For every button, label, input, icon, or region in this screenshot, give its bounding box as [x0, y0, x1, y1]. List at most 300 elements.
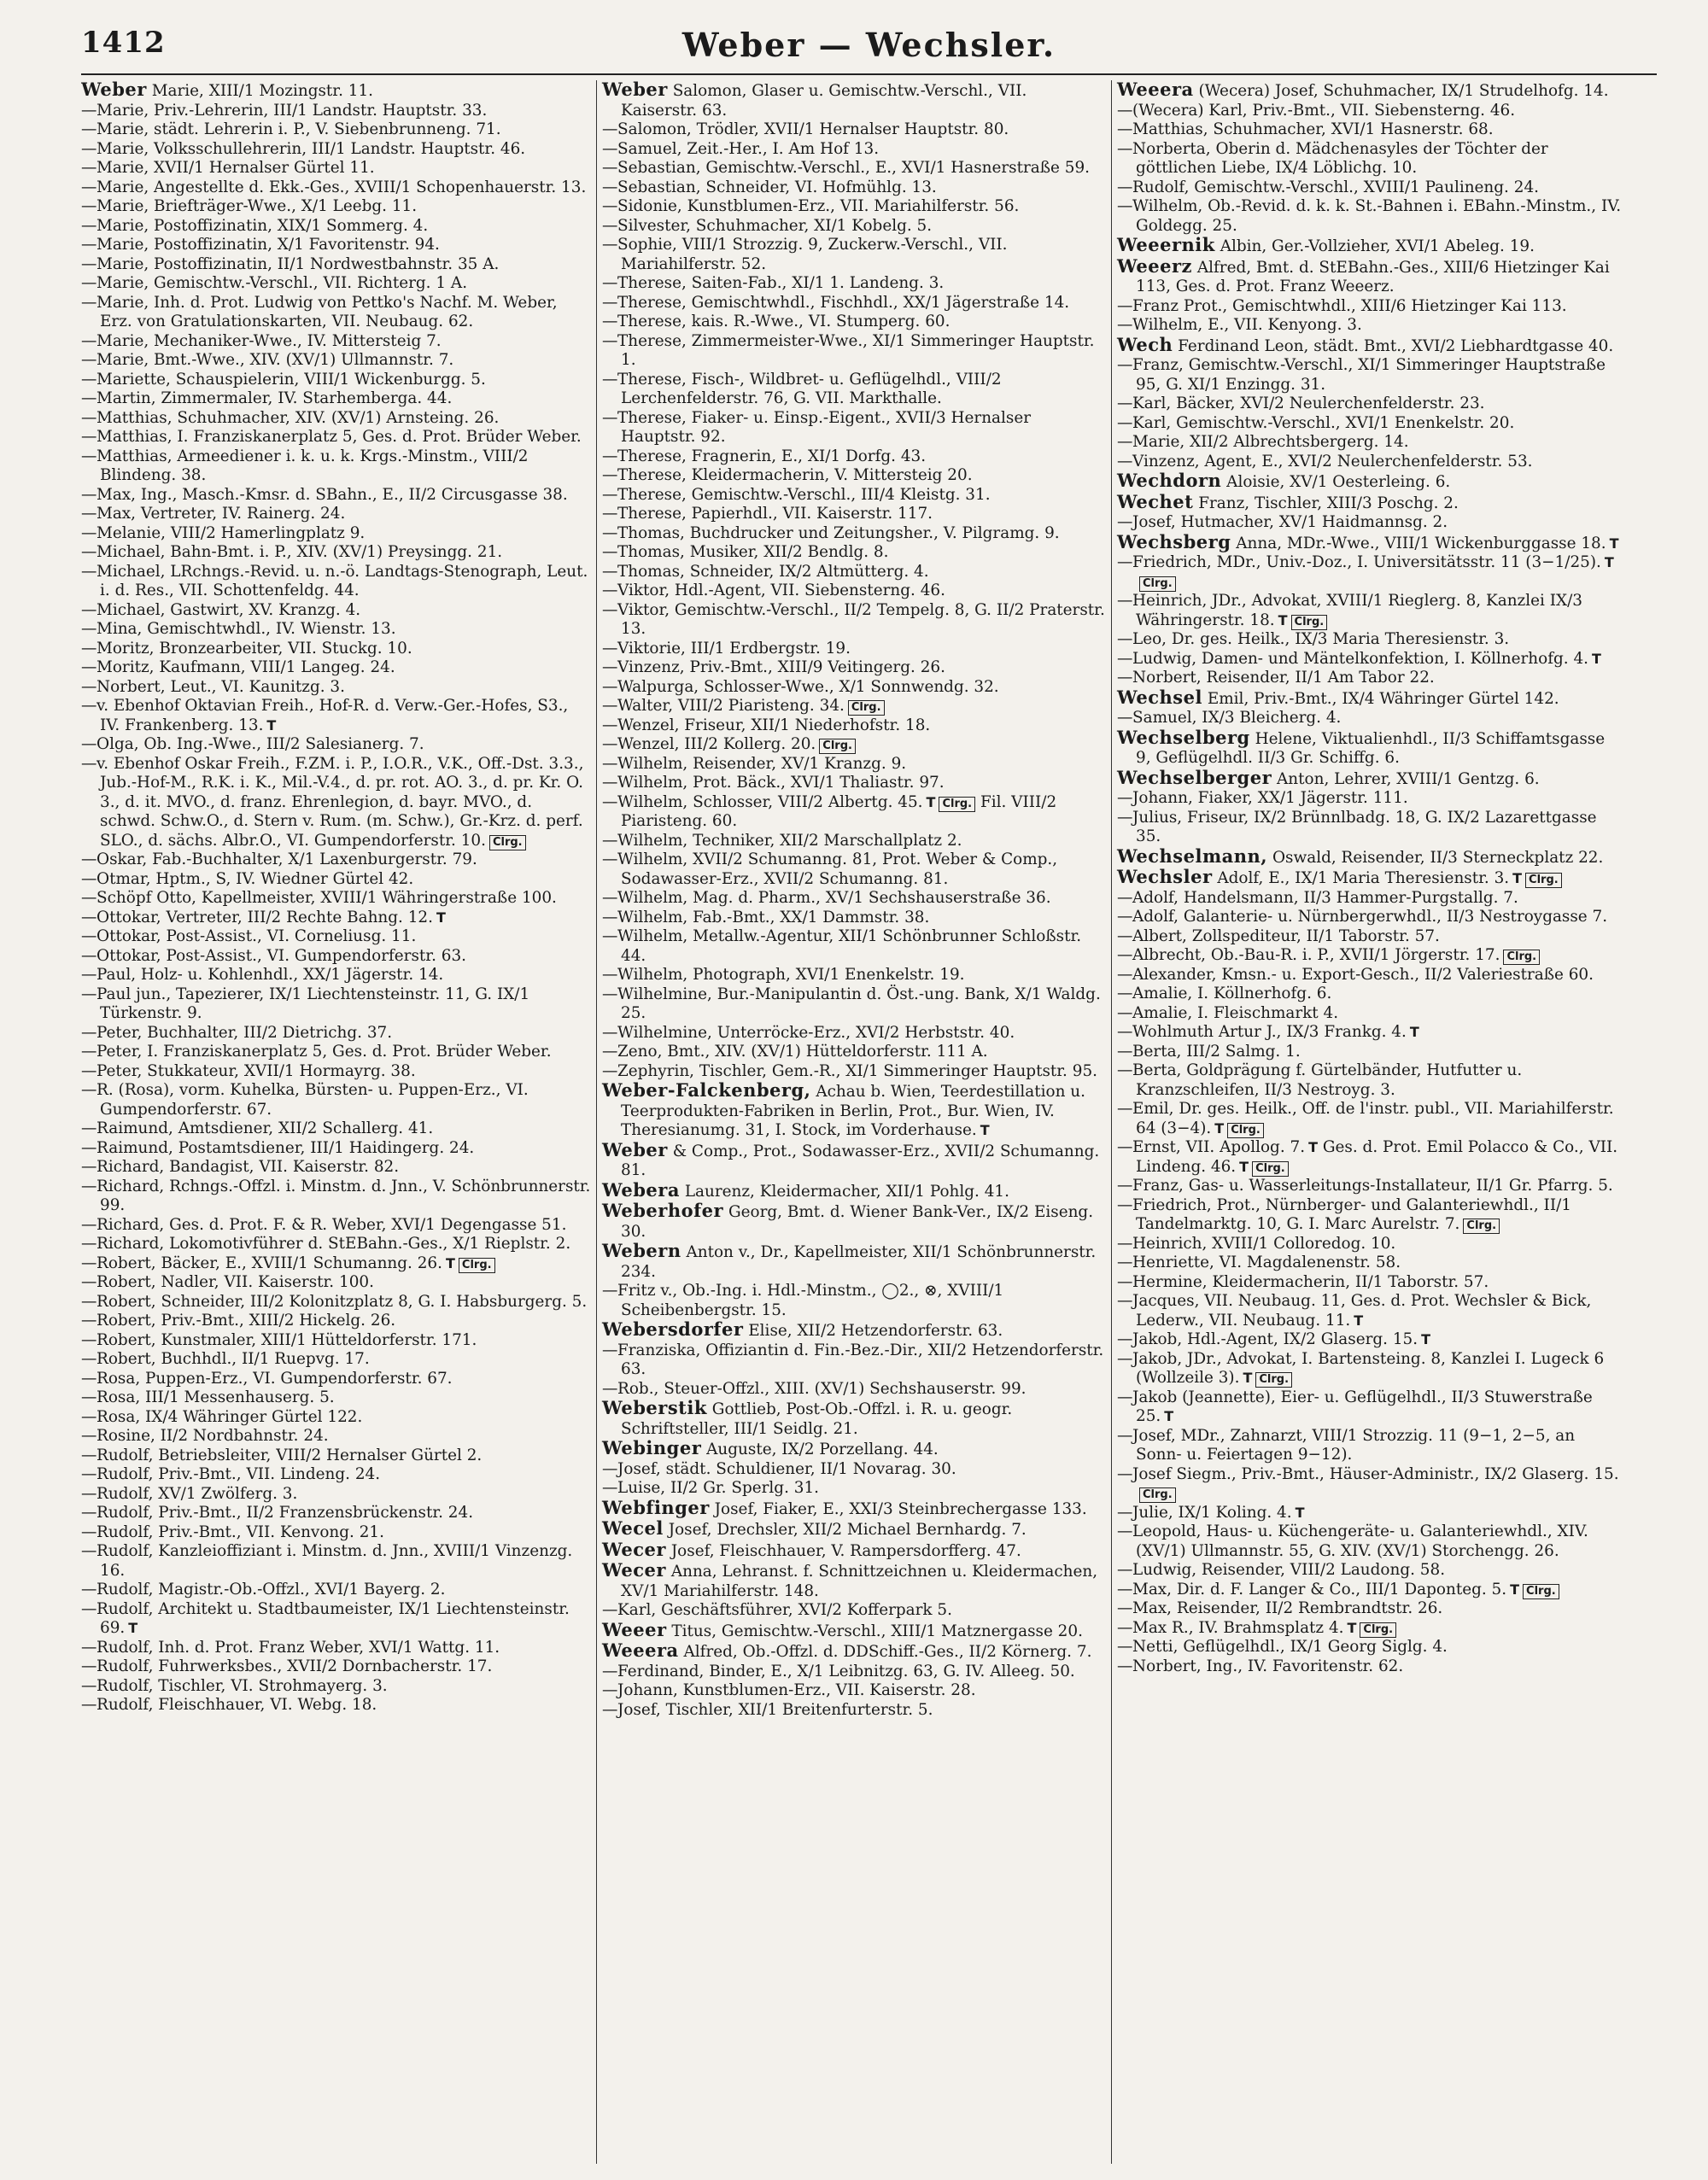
directory-entry	[602, 985, 1108, 1024]
directory-entry	[602, 1663, 1108, 1682]
directory-entry	[81, 371, 592, 390]
directory-entry	[1117, 395, 1623, 414]
directory-entry	[81, 889, 592, 909]
entry-text: Titus, Gemischtw.-Verschl., XIII/1 Matznergasse 20.	[671, 1622, 1083, 1640]
directory-entry	[602, 294, 1108, 313]
directory-entry	[602, 1519, 1108, 1540]
entry-text: Wilhelmine, Bur.-Manipulantin d. Öst.-ung. Bank, X/1 Waldg. 25.	[617, 985, 1101, 1022]
entry-dash: —	[602, 505, 618, 523]
entry-dash: —	[1117, 709, 1133, 727]
entry-text: Max, Reisender, II/2 Rembrandtstr. 26.	[1132, 1599, 1443, 1617]
entry-text: Melanie, VIII/2 Hamerlingplatz 9.	[97, 523, 366, 542]
directory-entry	[602, 505, 1108, 524]
directory-entry	[602, 1460, 1108, 1480]
entry-text: Samuel, Zeit.-Her., I. Am Hof 13.	[617, 139, 880, 158]
entry-text: Leopold, Haus- u. Küchengeräte- u. Galanteriewhdl., XIV. (XV/1) Ullmannstr. 55, G. XIV. (XV/1) Storchengg. 26.	[1132, 1522, 1588, 1560]
entry-text: (Wecera) Josef, Schuhmacher, IX/1 Strudelhofg. 14.	[1198, 82, 1609, 100]
directory-entry	[1117, 120, 1623, 140]
directory-entry	[81, 159, 592, 178]
entry-text: Vinzenz, Agent, E., XVI/2 Neulerchenfelderstr. 53.	[1132, 452, 1533, 470]
telegram-badge: Clrg.	[1291, 615, 1328, 630]
entry-text: Wenzel, III/2 Kollerg. 20.	[617, 735, 816, 753]
directory-entry	[1117, 1138, 1623, 1177]
directory-entry	[1117, 140, 1623, 178]
entry-text: Ludwig, Damen- und Mäntelkonfektion, I. Köllnerhofg. 4.	[1132, 649, 1589, 668]
entry-dash: —	[1117, 985, 1133, 1002]
entry-text: Marie, Briefträger-Wwe., X/1 Leebg. 11.	[97, 197, 418, 215]
entry-text: Moritz, Bronzearbeiter, VII. Stuckg. 10.	[97, 639, 412, 658]
telephone-mark: T	[1295, 1504, 1305, 1521]
entry-text: Therese, kais. R.-Wwe., VI. Stumperg. 60.	[617, 313, 951, 330]
entry-text: Richard, Ges. d. Prot. F. & R. Weber, XVI/1 Degengasse 51.	[97, 1215, 567, 1234]
directory-entry	[81, 255, 592, 275]
directory-entry	[602, 582, 1108, 601]
directory-columns	[81, 80, 1661, 2164]
entry-text: Paul jun., Tapezierer, IX/1 Liechtensteinstr. 11, G. IX/1 Türkenstr. 9.	[97, 985, 530, 1022]
directory-entry	[602, 80, 1108, 120]
entry-text: Jakob, Hdl.-Agent, IX/2 Glaserg. 15.	[1132, 1330, 1418, 1348]
directory-entry	[81, 1523, 592, 1543]
entry-dash: —	[1117, 356, 1133, 374]
telephone-mark: T	[1512, 870, 1523, 886]
entry-dash: —	[1117, 395, 1133, 412]
entry-dash: —	[602, 408, 618, 427]
entry-text: Max, Vertreter, IV. Rainerg. 24.	[97, 505, 346, 523]
telephone-mark: T	[1354, 1312, 1364, 1329]
directory-entry	[602, 640, 1108, 659]
telephone-mark: T	[128, 1620, 138, 1636]
entry-text: Matthias, I. Franziskanerplatz 5, Ges. d. Prot. Brüder Weber.	[97, 428, 582, 446]
entry-text: Wilhelm, XVII/2 Schumanng. 81, Prot. Weber & Comp., Sodawasser-Erz., XVII/2 Schumanng. 81.	[617, 850, 1058, 888]
directory-entry	[602, 563, 1108, 582]
entry-dash: —	[81, 1484, 97, 1503]
directory-entry	[1117, 102, 1623, 121]
entry-surname: Weberstik	[602, 1397, 707, 1418]
entry-dash: —	[602, 927, 618, 945]
entry-text: Rob., Steuer-Offzl., XIII. (XV/1) Sechshauserstr. 99.	[617, 1379, 1027, 1398]
directory-entry	[1117, 254, 1623, 297]
directory-entry	[1117, 1043, 1623, 1062]
entry-dash: —	[1117, 908, 1133, 926]
directory-entry	[602, 120, 1108, 140]
entry-text: Ottokar, Post-Assist., VI. Gumpendorferstr. 63.	[97, 946, 467, 965]
directory-entry	[1117, 985, 1623, 1004]
directory-entry	[1117, 1581, 1623, 1600]
entry-dash: —	[602, 466, 618, 484]
entry-text: Marie, XVII/1 Hernalser Gürtel 11.	[97, 159, 375, 177]
entry-dash: —	[81, 1407, 97, 1426]
entry-text: Fritz v., Ob.-Ing. i. Hdl.-Minstm., ◯2., ⊗, XVIII/1 Scheibenbergstr. 15.	[617, 1282, 1004, 1319]
directory-entry	[81, 1542, 592, 1581]
entry-text: Friedrich, Prot., Nürnberger- und Galanteriewhdl., II/1 Tandelmarktg. 10, G. I. Marc Aurelstr. 7.	[1132, 1195, 1571, 1233]
directory-entry	[81, 1581, 592, 1600]
entry-dash: —	[81, 543, 97, 561]
entry-dash: —	[81, 1446, 97, 1464]
entry-dash: —	[81, 677, 97, 696]
entry-dash: —	[1117, 1234, 1133, 1253]
telegram-badge: Clrg.	[1139, 576, 1176, 592]
entry-text: Rudolf, Kanzleioffiziant i. Minstm. d. Jnn., XVIII/1 Vinzenzg. 16.	[97, 1542, 573, 1580]
entry-text: Alexander, Kmsn.- u. Export-Gesch., II/2 Valeriestraße 60.	[1132, 965, 1594, 984]
entry-text: Ernst, VII. Apollog. 7.	[1132, 1138, 1306, 1156]
entry-dash: —	[81, 1676, 97, 1695]
entry-text: Josef, MDr., Zahnarzt, VIII/1 Strozzig. 11 (9−1, 2−5, an Sonn- u. Feiertagen 9−12).	[1132, 1426, 1576, 1464]
entry-text: Alfred, Bmt. d. StEBahn.-Ges., XIII/6 Hietzinger Kai 113, Ges. d. Prot. Franz Weeerz.	[1136, 258, 1610, 295]
directory-entry	[81, 1119, 592, 1139]
entry-dash: —	[81, 735, 97, 753]
entry-dash: —	[81, 293, 97, 312]
entry-surname: Wechsel	[1117, 686, 1202, 708]
directory-entry	[602, 409, 1108, 447]
directory-entry	[81, 1388, 592, 1408]
telegram-badge: Clrg.	[819, 739, 856, 754]
directory-entry	[602, 1601, 1108, 1621]
entry-dash: —	[81, 850, 97, 868]
entry-surname: Wechselberg	[1117, 726, 1250, 748]
entry-text: Josef, Hutmacher, XV/1 Haidmannsg. 2.	[1132, 513, 1448, 531]
entry-dash: —	[81, 1043, 97, 1061]
entry-text: Marie, Postoffizinatin, XIX/1 Sommerg. 4.	[97, 216, 429, 235]
entry-dash: —	[602, 293, 618, 312]
directory-entry	[602, 1201, 1108, 1242]
entry-dash: —	[81, 1023, 97, 1042]
directory-entry	[81, 102, 592, 121]
directory-entry	[1117, 669, 1623, 688]
entry-dash: —	[81, 1350, 97, 1368]
entry-surname: Webinger	[602, 1437, 702, 1458]
column-3	[1111, 80, 1623, 2164]
entry-text: Marie, Bmt.-Wwe., XIV. (XV/1) Ullmannstr. 7.	[97, 351, 454, 369]
entry-dash: —	[81, 1312, 97, 1330]
directory-entry	[81, 1639, 592, 1658]
entry-text: Moritz, Kaufmann, VIII/1 Langeg. 24.	[97, 658, 395, 676]
directory-entry	[81, 1312, 592, 1331]
entry-dash: —	[602, 159, 618, 177]
entry-dash: —	[1117, 1003, 1133, 1022]
entry-dash: —	[1117, 1195, 1133, 1214]
entry-text: Therese, Papierhdl., VII. Kaiserstr. 117.	[617, 505, 933, 523]
entry-text: Therese, Zimmermeister-Wwe., XI/1 Simmeringer Hauptstr. 1.	[617, 331, 1095, 369]
directory-entry	[81, 927, 592, 947]
entry-text: Sidonie, Kunstblumen-Erz., VII. Mariahilferstr. 56.	[617, 197, 1020, 215]
entry-dash: —	[81, 351, 97, 369]
entry-text: Marie, Angestellte d. Ekk.-Ges., XVIII/1 Schopenhauerstr. 13.	[97, 178, 587, 196]
entry-text: Matthias, Armeediener i. k. u. k. Krgs.-Minstm., VIII/2 Blindeng. 38.	[97, 447, 529, 484]
entry-text: Rosine, II/2 Nordbahnstr. 24.	[97, 1427, 329, 1445]
directory-entry	[1117, 1196, 1623, 1235]
entry-surname: Weberhofer	[602, 1200, 724, 1221]
telegram-badge: Clrg.	[1523, 1584, 1559, 1599]
entry-dash: —	[1117, 178, 1133, 196]
entry-dash: —	[1117, 1177, 1133, 1195]
entry-dash: —	[602, 1379, 618, 1398]
entry-dash: —	[602, 1681, 618, 1699]
entry-dash: —	[1117, 1388, 1133, 1406]
entry-text: Michael, Gastwirt, XV. Kranzg. 4.	[97, 600, 361, 619]
entry-surname: Wecel	[602, 1517, 664, 1539]
entry-text: Schöpf Otto, Kapellmeister, XVIII/1 Währingerstraße 100.	[97, 889, 557, 907]
directory-entry	[1117, 513, 1623, 533]
directory-entry	[81, 1331, 592, 1351]
telephone-mark: T	[1239, 1158, 1249, 1175]
entry-dash: —	[81, 1657, 97, 1675]
directory-entry	[602, 486, 1108, 506]
directory-entry	[81, 197, 592, 217]
directory-entry	[1117, 809, 1623, 847]
telephone-mark: T	[926, 793, 936, 810]
directory-entry	[602, 1320, 1108, 1341]
entry-text: Franziska, Offiziantin d. Fin.-Bez.-Dir., XII/2 Hetzendorferstr. 63.	[617, 1341, 1104, 1378]
entry-dash: —	[81, 1427, 97, 1445]
entry-dash: —	[602, 485, 618, 504]
entry-dash: —	[81, 754, 97, 773]
entry-dash: —	[81, 908, 97, 926]
entry-text: Franz, Tischler, XIII/3 Poschg. 2.	[1198, 494, 1459, 512]
entry-text: Norbert, Leut., VI. Kaunitzg. 3.	[97, 677, 345, 696]
entry-text: Therese, Fiaker- u. Einsp.-Eigent., XVII/3 Hernalser Hauptstr. 92.	[617, 408, 1032, 446]
entry-text: Rudolf, Priv.-Bmt., VII. Lindeng. 24.	[97, 1465, 381, 1483]
entry-text: Albrecht, Ob.-Bau-R. i. P., XVII/1 Jörgerstr. 17.	[1132, 946, 1500, 964]
entry-dash: —	[1117, 1061, 1133, 1079]
directory-entry	[602, 217, 1108, 237]
entry-text: Marie, Volksschullehrerin, III/1 Landstr. Hauptstr. 46.	[97, 139, 526, 158]
entry-text: (Wecera) Karl, Priv.-Bmt., VII. Siebensterng. 46.	[1132, 101, 1516, 120]
directory-entry	[602, 1496, 1108, 1520]
telephone-mark: T	[1510, 1581, 1520, 1598]
entry-dash: —	[602, 197, 618, 215]
entry-text: Michael, LRchngs.-Revid. u. n.-ö. Landtags-Stenograph, Leut. i. d. Res., VII. Schottenfeldg. 44.	[97, 562, 588, 599]
entry-dash: —	[602, 677, 618, 696]
entry-text: Albert, Zollspediteur, II/1 Taborstr. 57.	[1132, 926, 1440, 945]
entry-text: Robert, Schneider, III/2 Kolonitzplatz 8, G. I. Habsburgerg. 5.	[97, 1292, 588, 1311]
directory-entry	[602, 1024, 1108, 1043]
entry-text: Marie, Inh. d. Prot. Ludwig von Pettko's Nachf. M. Weber, Erz. von Gratulationskarten, VII. Neubaug. 62.	[97, 293, 558, 330]
directory-entry	[1117, 1292, 1623, 1330]
entry-text: Emil, Dr. ges. Heilk., Off. de l'instr. publ., VII. Mariahilferstr. 64 (3−4).	[1132, 1100, 1614, 1137]
entry-text: Therese, Saiten-Fab., XI/1 1. Landeng. 3.	[617, 274, 945, 292]
entry-dash: —	[81, 120, 97, 138]
entry-dash: —	[81, 1696, 97, 1714]
directory-entry	[81, 1158, 592, 1178]
entry-text: Jakob (Jeannette), Eier- u. Geflügelhdl., II/3 Stuwerstraße 25.	[1132, 1388, 1593, 1425]
entry-text: Rudolf, Fuhrwerksbes., XVII/2 Dornbacherstr. 17.	[97, 1657, 493, 1675]
entry-text: Wilhelm, Fab.-Bmt., XX/1 Dammstr. 38.	[617, 908, 930, 926]
entry-text: Jacques, VII. Neubaug. 11, Ges. d. Prot. Wechsler & Bick, Lederw., VII. Neubaug. 11.	[1132, 1292, 1592, 1330]
entry-text: Julie, IX/1 Koling. 4.	[1132, 1503, 1292, 1522]
directory-entry	[1117, 1061, 1623, 1100]
directory-entry	[602, 1479, 1108, 1499]
directory-entry	[1117, 1004, 1623, 1024]
directory-entry	[1117, 1522, 1623, 1561]
directory-entry	[1117, 1619, 1623, 1639]
directory-entry	[602, 1380, 1108, 1400]
entry-dash: —	[1117, 1292, 1133, 1310]
entry-text: Adolf, Galanterie- u. Nürnbergerwhdl., II/3 Nestroygasse 7.	[1132, 908, 1608, 926]
entry-text: Walpurga, Schlosser-Wwe., X/1 Sonnwendg. 32.	[617, 677, 999, 696]
entry-text: Wilhelm, E., VII. Kenyong. 3.	[1132, 316, 1362, 334]
page-number: 1412	[81, 26, 166, 60]
telephone-mark: T	[1347, 1619, 1357, 1636]
entry-dash: —	[602, 735, 618, 753]
entry-text: Wilhelm, Reisender, XV/1 Kranzg. 9.	[617, 754, 907, 773]
entry-dash: —	[602, 792, 618, 811]
entry-dash: —	[1117, 1638, 1133, 1656]
entry-text: Heinrich, XVIII/1 Colloredog. 10.	[1132, 1234, 1396, 1253]
directory-entry	[81, 678, 592, 698]
entry-text: Rudolf, Architekt u. Stadtbaumeister, IX/1 Liechtensteinstr. 69.	[97, 1599, 570, 1637]
directory-entry	[1117, 1388, 1623, 1427]
directory-entry	[81, 486, 592, 506]
entry-dash: —	[81, 658, 97, 676]
telephone-mark: T	[1409, 1024, 1419, 1040]
telephone-mark: T	[1604, 554, 1614, 570]
directory-entry	[81, 389, 592, 409]
entry-text: Matthias, Schuhmacher, XIV. (XV/1) Arnsteing. 26.	[97, 408, 500, 427]
entry-text: Wilhelm, Metallw.-Agentur, XII/1 Schönbrunner Schloßstr. 44.	[617, 927, 1082, 965]
directory-entry	[81, 658, 592, 678]
entry-text: Elise, XII/2 Hetzendorferstr. 63.	[748, 1322, 1003, 1340]
entry-dash: —	[602, 236, 618, 254]
entry-surname: Wechsberg	[1117, 530, 1231, 552]
directory-entry	[81, 601, 592, 621]
entry-surname: Weeera	[602, 1639, 679, 1661]
entry-text: Sophie, VIII/1 Strozzig. 9, Zuckerw.-Verschl., VII. Mariahilferstr. 52.	[617, 236, 1008, 273]
entry-text: Max R., IV. Brahmsplatz 4.	[1132, 1618, 1344, 1637]
entry-text: Norbert, Reisender, II/1 Am Tabor 22.	[1132, 669, 1435, 687]
entry-dash: —	[602, 966, 618, 984]
directory-entry	[81, 1600, 592, 1639]
directory-entry	[602, 313, 1108, 332]
entry-text: Karl, Bäcker, XVI/2 Neulerchenfelderstr. 23.	[1132, 395, 1485, 412]
directory-entry	[602, 274, 1108, 294]
entry-dash: —	[81, 1254, 97, 1272]
directory-entry	[602, 159, 1108, 178]
entry-dash: —	[602, 523, 618, 542]
directory-entry	[1117, 709, 1623, 728]
entry-text: Josef, Fiaker, E., XXI/3 Steinbrechergasse 133.	[714, 1499, 1087, 1518]
telegram-badge: Clrg.	[1139, 1487, 1176, 1503]
entry-dash: —	[81, 1061, 97, 1080]
header-rule	[81, 73, 1657, 75]
entry-text: Thomas, Schneider, IX/2 Altmütterg. 4.	[617, 562, 929, 581]
entry-dash: —	[81, 562, 97, 581]
entry-text: R. (Rosa), vorm. Kuhelka, Bürsten- u. Puppen-Erz., VI. Gumpendorferstr. 67.	[97, 1081, 529, 1119]
directory-entry	[602, 1062, 1108, 1082]
directory-entry	[602, 850, 1108, 889]
entry-dash: —	[602, 1341, 618, 1359]
directory-entry	[602, 1540, 1108, 1562]
directory-entry	[81, 1427, 592, 1447]
entry-text: Wilhelmine, Unterröcke-Erz., XVI/2 Herbststr. 40.	[617, 1023, 1015, 1042]
entry-dash: —	[81, 178, 97, 196]
entry-text: Richard, Bandagist, VII. Kaiserstr. 82.	[97, 1158, 400, 1176]
directory-entry	[1117, 592, 1623, 630]
entry-text: Henriette, VI. Magdalenenstr. 58.	[1132, 1254, 1401, 1271]
entry-dash: —	[602, 658, 618, 676]
entry-text: Robert, Bäcker, E., XVIII/1 Schumanng. 26.	[97, 1254, 442, 1272]
entry-dash: —	[81, 216, 97, 235]
directory-entry	[1117, 490, 1623, 514]
entry-text: Rudolf, Inh. d. Prot. Franz Weber, XVI/1 Wattg. 11.	[97, 1638, 500, 1657]
entry-text: Marie, Priv.-Lehrerin, III/1 Landstr. Hauptstr. 33.	[97, 101, 488, 120]
entry-dash: —	[81, 370, 97, 389]
entry-text: Josef Siegm., Priv.-Bmt., Häuser-Administr., IX/2 Glaserg. 15.	[1132, 1464, 1619, 1483]
entry-dash: —	[81, 1158, 97, 1176]
directory-entry	[1117, 1465, 1623, 1504]
entry-dash: —	[602, 1459, 618, 1478]
entry-dash: —	[602, 1601, 618, 1619]
entry-surname: Weeernik	[1117, 234, 1215, 255]
entry-text: Viktorie, III/1 Erdbergstr. 19.	[617, 639, 851, 658]
entry-text: Wenzel, Friseur, XII/1 Niederhofstr. 18.	[617, 716, 931, 734]
directory-entry	[81, 1254, 592, 1274]
entry-text: Marie, städt. Lehrerin i. P., V. Siebenbrunneng. 71.	[97, 120, 501, 138]
entry-text: Rudolf, Priv.-Bmt., VII. Kenvong. 21.	[97, 1522, 384, 1541]
directory-entry	[81, 1043, 592, 1062]
directory-entry	[1117, 1427, 1623, 1465]
entry-text: Rudolf, Tischler, VI. Strohmayerg. 3.	[97, 1676, 388, 1695]
entry-dash: —	[1117, 413, 1133, 432]
entry-surname: Webersdorfer	[602, 1318, 744, 1340]
directory-entry	[1117, 847, 1623, 868]
entry-text: Robert, Nadler, VII. Kaiserstr. 100.	[97, 1273, 374, 1291]
entry-text: Martin, Zimmermaler, IV. Starhemberga. 44.	[97, 389, 453, 407]
entry-text: Anna, Lehranst. f. Schnittzeichnen u. Kleidermachen, XV/1 Mariahilferstr. 148.	[621, 1563, 1098, 1600]
entry-dash: —	[81, 159, 97, 177]
directory-entry	[81, 1235, 592, 1254]
entry-dash: —	[81, 1522, 97, 1541]
entry-surname: Webern	[602, 1240, 681, 1261]
entry-text: Richard, Rchngs.-Offzl. i. Minstm. d. Jnn., V. Schönbrunnerstr. 99.	[97, 1177, 591, 1214]
entry-dash: —	[1117, 1426, 1133, 1445]
entry-dash: —	[1117, 1023, 1133, 1041]
directory-entry	[602, 1242, 1108, 1282]
directory-entry	[81, 332, 592, 352]
entry-text: Rudolf, Priv.-Bmt., II/2 Franzensbrückenstr. 24.	[97, 1504, 474, 1522]
entry-dash: —	[602, 447, 618, 465]
entry-text: Marie, XIII/1 Mozingstr. 11.	[151, 82, 374, 100]
directory-entry	[1117, 1235, 1623, 1254]
entry-text: Emil, Priv.-Bmt., IX/4 Währinger Gürtel 142.	[1207, 689, 1559, 708]
entry-dash: —	[602, 774, 618, 792]
directory-entry	[81, 1465, 592, 1485]
entry-dash: —	[1117, 1618, 1133, 1637]
entry-dash: —	[1117, 1100, 1133, 1118]
directory-entry	[81, 966, 592, 985]
entry-dash: —	[1117, 1464, 1133, 1483]
directory-entry	[1117, 908, 1623, 927]
directory-entry	[81, 947, 592, 967]
entry-text: Gottlieb, Post-Ob.-Offzl. i. R. u. geogr. Schriftsteller, III/1 Seidlg. 21.	[621, 1400, 1013, 1438]
directory-entry	[81, 1657, 592, 1677]
directory-entry	[81, 409, 592, 429]
entry-dash: —	[1117, 808, 1133, 827]
entry-text: Marie, XII/2 Albrechtsbergerg. 14.	[1132, 433, 1409, 451]
entry-text: Karl, Gemischtw.-Verschl., XVI/1 Enenkelstr. 20.	[1132, 413, 1515, 432]
directory-entry	[602, 140, 1108, 160]
entry-text: Peter, Buchhalter, III/2 Dietrichg. 37.	[97, 1023, 393, 1042]
directory-entry	[1117, 356, 1623, 395]
entry-text: Peter, I. Franziskanerplatz 5, Ges. d. Prot. Brüder Weber.	[97, 1043, 552, 1061]
running-title: Weber — Wechsler.	[681, 26, 1056, 64]
directory-entry	[602, 1399, 1108, 1439]
entry-text: Netti, Geflügelhdl., IX/1 Georg Siglg. 4.	[1132, 1638, 1448, 1656]
directory-entry	[1117, 316, 1623, 336]
directory-entry	[1117, 530, 1623, 554]
entry-dash: —	[602, 582, 618, 599]
directory-entry	[81, 505, 592, 524]
entry-text: v. Ebenhof Oktavian Freih., Hof-R. d. Verw.-Ger.-Hofes, S3., IV. Frankenberg. 13.	[97, 697, 569, 734]
